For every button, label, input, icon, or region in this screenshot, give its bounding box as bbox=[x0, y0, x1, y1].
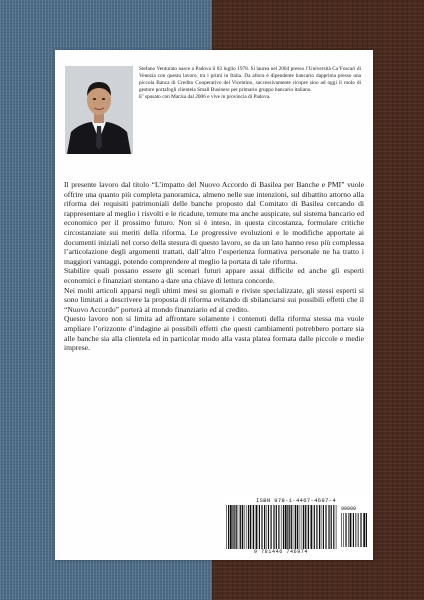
barcode-bar bbox=[246, 505, 247, 549]
barcode-bar bbox=[314, 505, 315, 549]
description-paragraph: Questo lavoro non si limita ad affrontare solamente i contenuti della riforma stessa ma vuole ampliare l’orizzonte d’indagine ai possibili effetti che questi cambiamenti potrebbero portare sia alle banche sia alla clientela ed in particolar modo alla vasta platea formata dalle piccole e medie imprese. bbox=[64, 314, 364, 353]
barcode-bar bbox=[281, 505, 282, 549]
description-paragraph: Stabilire quali possano essere gli scenari futuri appare assai difficile ed anche gli esperti economici e finanziari stentano a dare una chiave di lettura concorde. bbox=[64, 266, 364, 285]
barcode-bar bbox=[234, 505, 235, 549]
isbn-label: ISBN 978-1-4467-4697-4 bbox=[256, 498, 336, 504]
price-code-label: 90000 bbox=[341, 506, 357, 512]
barcode-bar bbox=[307, 505, 308, 549]
barcode-bar bbox=[345, 513, 346, 547]
barcode-bar bbox=[336, 505, 337, 549]
barcode-bar bbox=[353, 513, 354, 547]
barcode-bar bbox=[228, 505, 229, 549]
barcode-bar bbox=[294, 505, 295, 549]
barcode-bar bbox=[271, 505, 272, 549]
author-bio-paragraph: Stefano Venturato nasce a Padova il 03 luglio 1978. Si laurea nel 2004 presso l’Università Ca’Foscari di Venezia con questo lavoro, tra i primi in Italia. Da allora è dipendente bancario dapprima presso una piccola Banca di Credito Cooperativo del Vicentino, successivamente ricopre sino ad oggi il ruolo di gestore portafogli clientela Small Business per primario gruppo bancario italiano. bbox=[139, 66, 361, 93]
barcode-bar bbox=[348, 513, 349, 547]
price-barcode bbox=[341, 513, 367, 547]
barcode-bar bbox=[230, 505, 232, 549]
barcode-bar bbox=[287, 505, 288, 549]
back-cover-panel bbox=[55, 50, 373, 560]
barcode-bar bbox=[250, 505, 251, 549]
barcode-bar bbox=[329, 505, 330, 549]
barcode-bar bbox=[289, 505, 290, 549]
barcode-bar bbox=[268, 505, 269, 549]
barcode-bar bbox=[248, 505, 249, 549]
barcode-bar bbox=[305, 505, 306, 549]
barcode-bar bbox=[358, 513, 359, 547]
barcode-bar bbox=[283, 505, 284, 549]
book-description bbox=[64, 180, 364, 353]
barcode-bar bbox=[299, 505, 300, 549]
barcode-bar bbox=[321, 505, 322, 549]
barcode-bar bbox=[244, 505, 245, 549]
barcode-bar bbox=[278, 505, 279, 549]
barcode-bar bbox=[261, 505, 262, 549]
barcode-bar bbox=[274, 505, 275, 549]
barcode-bar bbox=[343, 513, 344, 547]
barcode-bar bbox=[301, 505, 302, 549]
ean-barcode bbox=[226, 505, 338, 549]
description-paragraph: Nei molti articoli apparsi negli ultimi mesi su giornali e riviste specializzate, gli stessi esperti si sono limitati a descrivere la proposta di riforma evitando di sbilanciarsi sui possibili effetti che il “Nuovo Accordo” porterà al mondo finanziario ed al credito. bbox=[64, 285, 364, 314]
barcode-bar bbox=[240, 505, 241, 549]
barcode-bar bbox=[297, 505, 298, 549]
barcode-bar bbox=[308, 505, 309, 549]
barcode-bar bbox=[355, 513, 356, 547]
barcode-bar bbox=[341, 513, 342, 547]
barcode-bar bbox=[242, 505, 243, 549]
barcode-bar bbox=[360, 513, 361, 547]
barcode-bar bbox=[226, 505, 227, 549]
barcode-bar bbox=[325, 505, 326, 549]
barcode-bar bbox=[232, 505, 233, 549]
barcode-bar bbox=[266, 505, 267, 549]
ean-number-label: 9 781446 746974 bbox=[253, 549, 308, 555]
barcode-bar bbox=[291, 505, 292, 549]
barcode-bar bbox=[276, 505, 277, 549]
barcode-bar bbox=[328, 505, 329, 549]
barcode-bar bbox=[319, 505, 320, 549]
barcode-bar bbox=[253, 505, 254, 549]
author-bio-paragraph: E’ sposato con Marzia dal 2006 e vive in provincia di Padova. bbox=[139, 94, 271, 100]
barcode-bar bbox=[311, 505, 313, 549]
barcode-bar bbox=[316, 505, 317, 549]
author-portrait-icon bbox=[65, 66, 133, 154]
barcode-block bbox=[223, 498, 369, 556]
barcode-bar bbox=[303, 505, 304, 549]
barcode-bar bbox=[295, 505, 296, 549]
author-bio bbox=[139, 66, 361, 101]
author-photo bbox=[65, 66, 133, 154]
barcode-bar bbox=[366, 513, 367, 547]
barcode-bar bbox=[350, 513, 352, 547]
barcode-bar bbox=[236, 505, 237, 549]
barcode-bar bbox=[256, 505, 258, 549]
barcode-bar bbox=[259, 505, 260, 549]
description-paragraph: Il presente lavoro dal titolo “L’impatto del Nuovo Accordo di Basilea per Banche e PMI” vuole offrire una quanto più completa panoramica, almeno nelle sue intenzioni, sul dibattito attorno alla riforma dei requisiti patrimoniali delle banche proposto dal Comitato di Basilea cercando di rappresentare al meglio i risvolti e le ricadute, temute ma anche auspicate, sul sistema bancario ed economico per il prossimo futuro. Non si è inteso, in questa circostanza, formulare critiche circostanziate sui meriti della riforma. Le progressive evoluzioni e le modifiche apportate ai documenti iniziali nel corso della stesura di questo lavoro, se da un lato hanno reso più complessa l’articolazione degli argomenti trattati, dall’altro l’esperienza formativa personale ne ha tratto i maggiori vantaggi, potendo comprendere al meglio la portata di tale riforma. bbox=[64, 180, 364, 266]
barcode-bar bbox=[264, 505, 265, 549]
barcode-bar bbox=[285, 505, 287, 549]
barcode-bar bbox=[361, 513, 362, 547]
barcode-bar bbox=[363, 513, 365, 547]
barcode-bar bbox=[273, 505, 274, 549]
barcode-bar bbox=[357, 513, 358, 547]
barcode-bar bbox=[252, 505, 253, 549]
barcode-bar bbox=[239, 505, 240, 549]
barcode-bar bbox=[323, 505, 324, 549]
barcode-bar bbox=[331, 505, 332, 549]
barcode-bar bbox=[346, 513, 347, 547]
barcode-bar bbox=[333, 505, 334, 549]
